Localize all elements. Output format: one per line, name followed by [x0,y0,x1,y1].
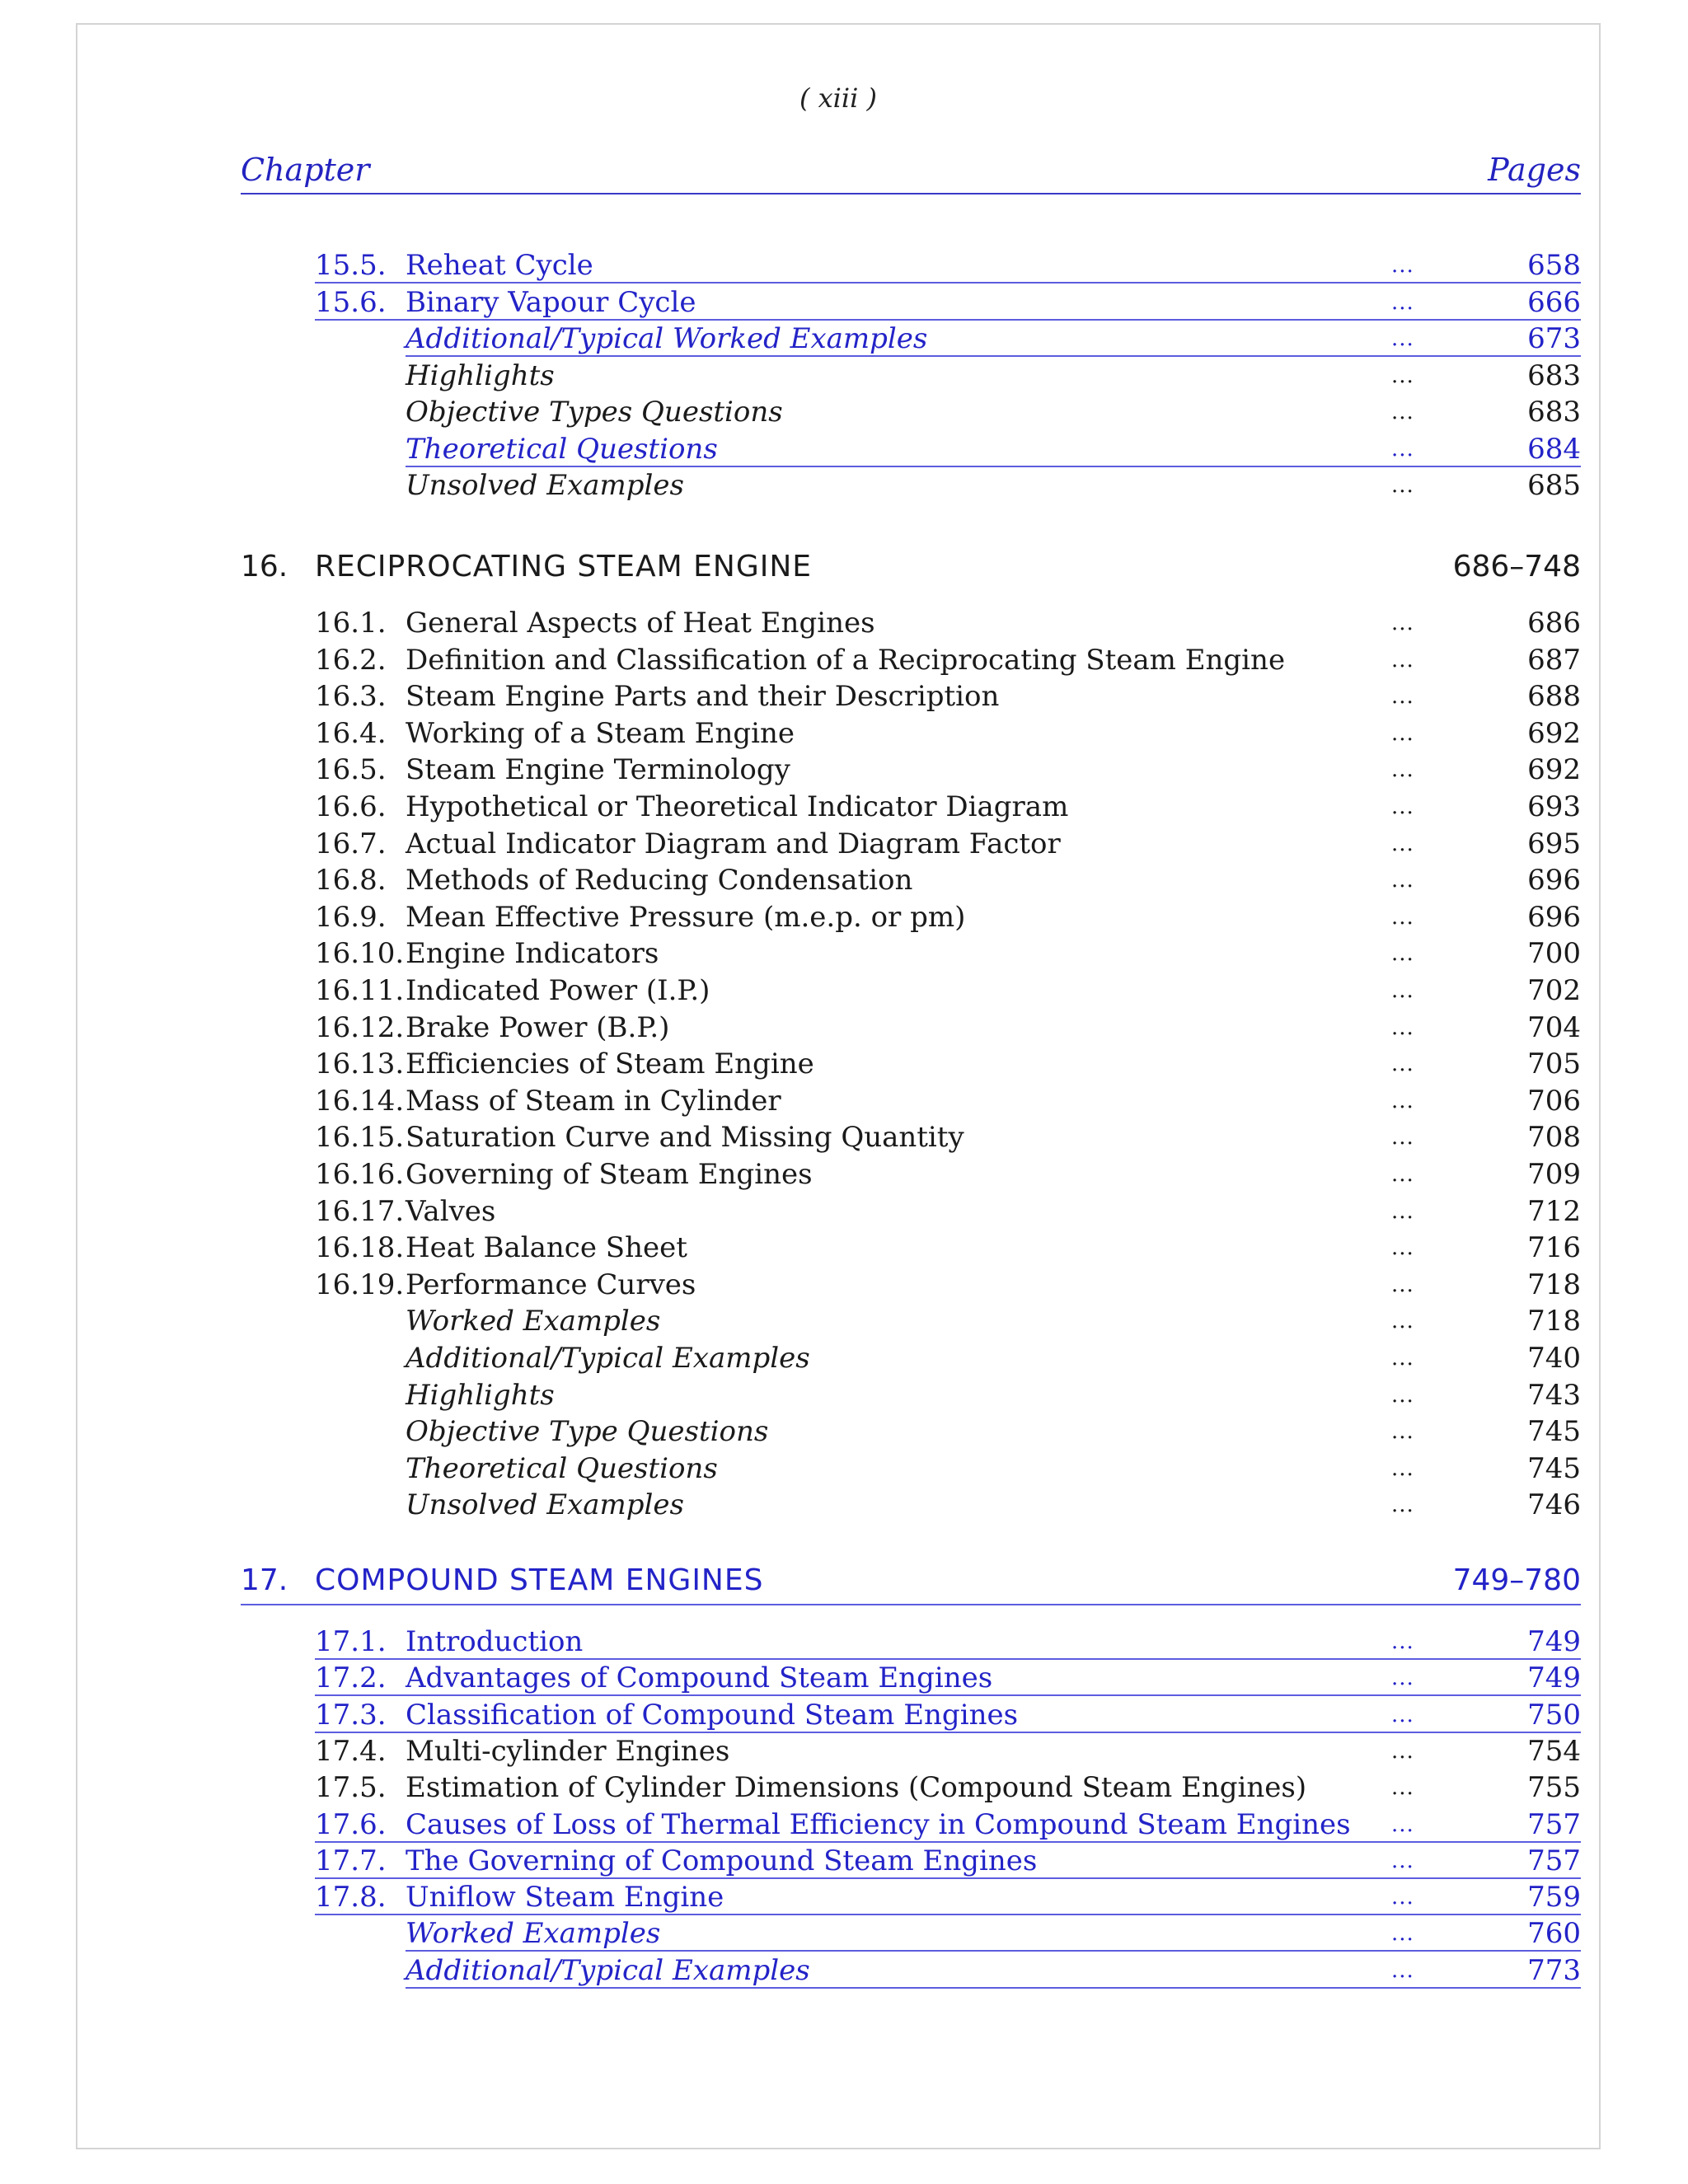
entry-page: 743 [1527,1378,1581,1412]
entry-number: 15.6. [315,285,387,319]
toc-entry [77,862,1599,898]
entry-number: 17.3. [315,1698,387,1732]
entry-number: 16.13. [315,1047,405,1081]
entry-title: Additional/Typical Examples [406,1953,810,1987]
entry-leader-dots: ... [1391,253,1414,278]
entry-title: Engine Indicators [406,937,659,971]
entry-title: General Aspects of Heat Engines [406,607,875,640]
toc-entry [77,899,1599,935]
entry-leader-dots: ... [1391,1235,1414,1261]
entry-page: 712 [1527,1194,1581,1228]
entry-leader-dots: ... [1391,1346,1414,1371]
entry-title: Additional/Typical Examples [406,1342,810,1375]
entry-title: Highlights [406,1378,555,1412]
entry-page: 658 [1527,249,1581,282]
entry-page: 673 [1527,322,1581,355]
entry-leader-dots: ... [1391,1811,1414,1837]
entry-leader-dots: ... [1391,611,1414,635]
entry-page: 750 [1527,1698,1581,1732]
entry-number: 16.14. [315,1084,405,1118]
entry-leader-dots: ... [1391,831,1414,856]
entry-title: Efficiencies of Steam Engine [406,1047,814,1081]
chapter-title: COMPOUND STEAM ENGINES [315,1563,764,1597]
toc-entry [77,972,1599,1009]
entry-title: Hypothetical or Theoretical Indicator Diagram [406,790,1069,823]
entry-page: 757 [1527,1807,1581,1841]
entry-title: Causes of Loss of Thermal Efficiency in Compound Steam Engines [406,1807,1351,1841]
entry-leader-dots: ... [1391,794,1414,819]
chapter-column-label: Chapter [241,152,370,188]
chapter-heading-16 [241,544,1581,590]
toc-entry [77,1733,1599,1769]
entry-page: 749 [1527,1625,1581,1658]
entry-page: 757 [1527,1844,1581,1877]
entry-number: 16.18. [315,1231,405,1265]
toc-entry [77,1303,1599,1339]
toc-entry [77,1451,1599,1487]
toc-entry [77,1010,1599,1046]
entry-page: 754 [1527,1734,1581,1768]
entry-title: Governing of Steam Engines [406,1158,813,1191]
entry-title: Theoretical Questions [406,432,718,466]
entry-leader-dots: ... [1391,1125,1414,1151]
entry-leader-dots: ... [1391,757,1414,783]
entry-number: 17.8. [315,1881,387,1915]
entry-leader-dots: ... [1391,1885,1414,1910]
entry-leader-dots: ... [1391,978,1414,1003]
entry-leader-dots: ... [1391,436,1414,462]
entry-title: Estimation of Cylinder Dimensions (Compound Steam Engines) [406,1771,1307,1805]
entry-page: 702 [1527,974,1581,1007]
entry-leader-dots: ... [1391,1162,1414,1187]
toc-entry [77,605,1599,641]
entry-title: Saturation Curve and Missing Quantity [406,1121,964,1155]
entry-page: 740 [1527,1342,1581,1375]
entry-number: 16.8. [315,864,387,898]
entry-page: 749 [1527,1661,1581,1695]
entry-page: 692 [1527,753,1581,787]
toc-entry [77,715,1599,752]
entry-page: 745 [1527,1415,1581,1449]
toc-entry[interactable] [77,247,1599,284]
entry-page: 688 [1527,680,1581,714]
entry-title: Steam Engine Parts and their Description [406,680,1000,714]
entry-title: Performance Curves [406,1268,696,1301]
entry-leader-dots: ... [1391,1738,1414,1764]
toc-entry [77,789,1599,825]
link-underline [406,1987,1581,1989]
toc-entry[interactable] [77,1952,1599,1989]
entry-title: Brake Power (B.P.) [406,1010,670,1044]
entry-number: 16.10. [315,937,405,971]
entry-title: Indicated Power (I.P.) [406,974,710,1007]
toc-entry [77,1769,1599,1806]
entry-page: 692 [1527,716,1581,750]
entry-title: Worked Examples [406,1917,661,1951]
entry-page: 709 [1527,1158,1581,1191]
entry-leader-dots: ... [1391,473,1414,498]
entry-title: Introduction [406,1625,584,1658]
entry-title: Heat Balance Sheet [406,1231,687,1265]
entry-page: 684 [1527,432,1581,466]
entry-leader-dots: ... [1391,1629,1414,1654]
entry-title: Working of a Steam Engine [406,716,795,750]
entry-number: 16.17. [315,1194,405,1228]
entry-number: 17.2. [315,1661,387,1695]
entry-title: Objective Type Questions [406,1415,769,1449]
toc-entry[interactable] [77,1915,1599,1952]
entry-leader-dots: ... [1391,1015,1414,1040]
toc-entry[interactable] [77,284,1599,321]
toc-entry[interactable] [77,1807,1599,1843]
entry-number: 16.4. [315,716,387,750]
entry-page: 759 [1527,1881,1581,1915]
toc-entry [77,1267,1599,1303]
toc-entry [77,358,1599,394]
entry-leader-dots: ... [1391,1957,1414,1983]
entry-page: 773 [1527,1953,1581,1987]
toc-entry[interactable] [77,1697,1599,1733]
toc-entry [77,1156,1599,1193]
entry-number: 16.3. [315,680,387,714]
toc-entry[interactable] [77,1660,1599,1696]
entry-number: 16.11. [315,974,405,1007]
toc-entry [77,1119,1599,1155]
entry-title: Classification of Compound Steam Engines [406,1698,1019,1732]
entry-title: Advantages of Compound Steam Engines [406,1661,993,1695]
toc-entry[interactable] [77,1843,1599,1879]
entry-title: Uniflow Steam Engine [406,1881,724,1915]
entry-number: 17.4. [315,1734,387,1768]
entry-page: 696 [1527,864,1581,898]
entry-number: 16.15. [315,1121,405,1155]
entry-title: Worked Examples [406,1305,661,1338]
entry-page: 685 [1527,469,1581,502]
entry-number: 16.9. [315,900,387,934]
entry-page: 706 [1527,1084,1581,1118]
entry-number: 17.7. [315,1844,387,1877]
entry-title: Unsolved Examples [406,469,684,502]
entry-page: 708 [1527,1121,1581,1155]
entry-page: 755 [1527,1771,1581,1805]
entry-number: 16.16. [315,1158,405,1191]
entry-leader-dots: ... [1391,684,1414,710]
entry-leader-dots: ... [1391,363,1414,388]
entry-leader-dots: ... [1391,1419,1414,1445]
entry-number: 16.2. [315,643,387,677]
pages-column-label: Pages [1488,152,1581,188]
entry-title: Unsolved Examples [406,1488,684,1522]
entry-title: Reheat Cycle [406,249,593,282]
toc-entry[interactable] [77,431,1599,467]
entry-number: 16.12. [315,1010,405,1044]
entry-leader-dots: ... [1391,868,1414,893]
entry-leader-dots: ... [1391,1272,1414,1297]
chapter-pages: 749–780 [1452,1563,1581,1597]
entry-title: Valves [406,1194,496,1228]
toc-entry [77,642,1599,678]
entry-page: 687 [1527,643,1581,677]
entry-page: 696 [1527,900,1581,934]
entry-title: Actual Indicator Diagram and Diagram Factor [406,827,1061,860]
entry-page: 746 [1527,1488,1581,1522]
entry-page: 705 [1527,1047,1581,1081]
entry-leader-dots: ... [1391,326,1414,351]
toc-entry[interactable] [77,321,1599,357]
entry-leader-dots: ... [1391,1702,1414,1727]
chapter-pages: 686–748 [1452,550,1581,583]
toc-entry [77,1487,1599,1523]
toc-entry [77,467,1599,504]
toc-entry [77,1377,1599,1413]
entry-page: 695 [1527,827,1581,860]
entry-leader-dots: ... [1391,1382,1414,1408]
entry-leader-dots: ... [1391,1088,1414,1113]
entry-title: Theoretical Questions [406,1451,718,1485]
entry-page: 704 [1527,1010,1581,1044]
entry-leader-dots: ... [1391,904,1414,930]
entry-page: 666 [1527,285,1581,319]
toc-entry [77,1413,1599,1450]
chapter-number: 16. [241,550,288,583]
entry-number: 16.6. [315,790,387,823]
entry-title: Binary Vapour Cycle [406,285,696,319]
entry-page: 693 [1527,790,1581,823]
entry-title: Definition and Classification of a Reciprocating Steam Engine [406,643,1286,677]
entry-number: 16.19. [315,1268,405,1301]
entry-leader-dots: ... [1391,647,1414,673]
entry-number: 16.5. [315,753,387,787]
entry-title: Objective Types Questions [406,396,783,429]
entry-leader-dots: ... [1391,1848,1414,1873]
entry-page: 683 [1527,396,1581,429]
entry-leader-dots: ... [1391,941,1414,967]
chapter-number: 17. [241,1563,288,1597]
entry-leader-dots: ... [1391,1666,1414,1691]
entry-title: Steam Engine Terminology [406,753,790,787]
entry-leader-dots: ... [1391,1052,1414,1077]
chapter-heading-17[interactable] [241,1558,1581,1605]
toc-entry [77,1193,1599,1230]
toc-entry[interactable] [77,1879,1599,1915]
toc-entry [77,752,1599,788]
chapter-title: RECIPROCATING STEAM ENGINE [315,550,813,583]
toc-entry[interactable] [77,1624,1599,1660]
entry-title: Methods of Reducing Condensation [406,864,913,898]
toc-entry [77,1340,1599,1376]
toc-entry [77,1083,1599,1119]
entry-title: Multi-cylinder Engines [406,1734,730,1768]
entry-title: Mass of Steam in Cylinder [406,1084,781,1118]
entry-number: 17.1. [315,1625,387,1658]
entry-number: 16.7. [315,827,387,860]
page-number: ( xiii ) [799,82,878,114]
entry-leader-dots: ... [1391,1455,1414,1481]
entry-number: 17.5. [315,1771,387,1805]
entry-page: 718 [1527,1305,1581,1338]
toc-entry [77,1046,1599,1082]
toc-entry [77,394,1599,430]
entry-leader-dots: ... [1391,1921,1414,1947]
toc-entry [77,1230,1599,1266]
entry-leader-dots: ... [1391,1198,1414,1224]
entry-page: 716 [1527,1231,1581,1265]
entry-title: Highlights [406,359,555,392]
entry-title: Mean Effective Pressure (m.e.p. or pm) [406,900,966,934]
entry-page: 700 [1527,937,1581,971]
entry-leader-dots: ... [1391,400,1414,424]
entry-page: 745 [1527,1451,1581,1485]
entry-leader-dots: ... [1391,720,1414,746]
toc-page [76,23,1601,2149]
toc-entry [77,826,1599,862]
entry-page: 686 [1527,607,1581,640]
toc-entry [77,935,1599,972]
entry-number: 16.1. [315,607,387,640]
entry-number: 17.6. [315,1807,387,1841]
entry-number: 15.5. [315,249,387,282]
entry-title: The Governing of Compound Steam Engines [406,1844,1038,1877]
entry-leader-dots: ... [1391,1309,1414,1334]
entry-leader-dots: ... [1391,1775,1414,1801]
entry-leader-dots: ... [1391,1493,1414,1518]
entry-page: 683 [1527,359,1581,392]
entry-page: 760 [1527,1917,1581,1951]
entry-leader-dots: ... [1391,289,1414,315]
toc-entry [77,678,1599,715]
entry-page: 718 [1527,1268,1581,1301]
entry-title: Additional/Typical Worked Examples [406,322,928,355]
toc-header [241,148,1581,194]
